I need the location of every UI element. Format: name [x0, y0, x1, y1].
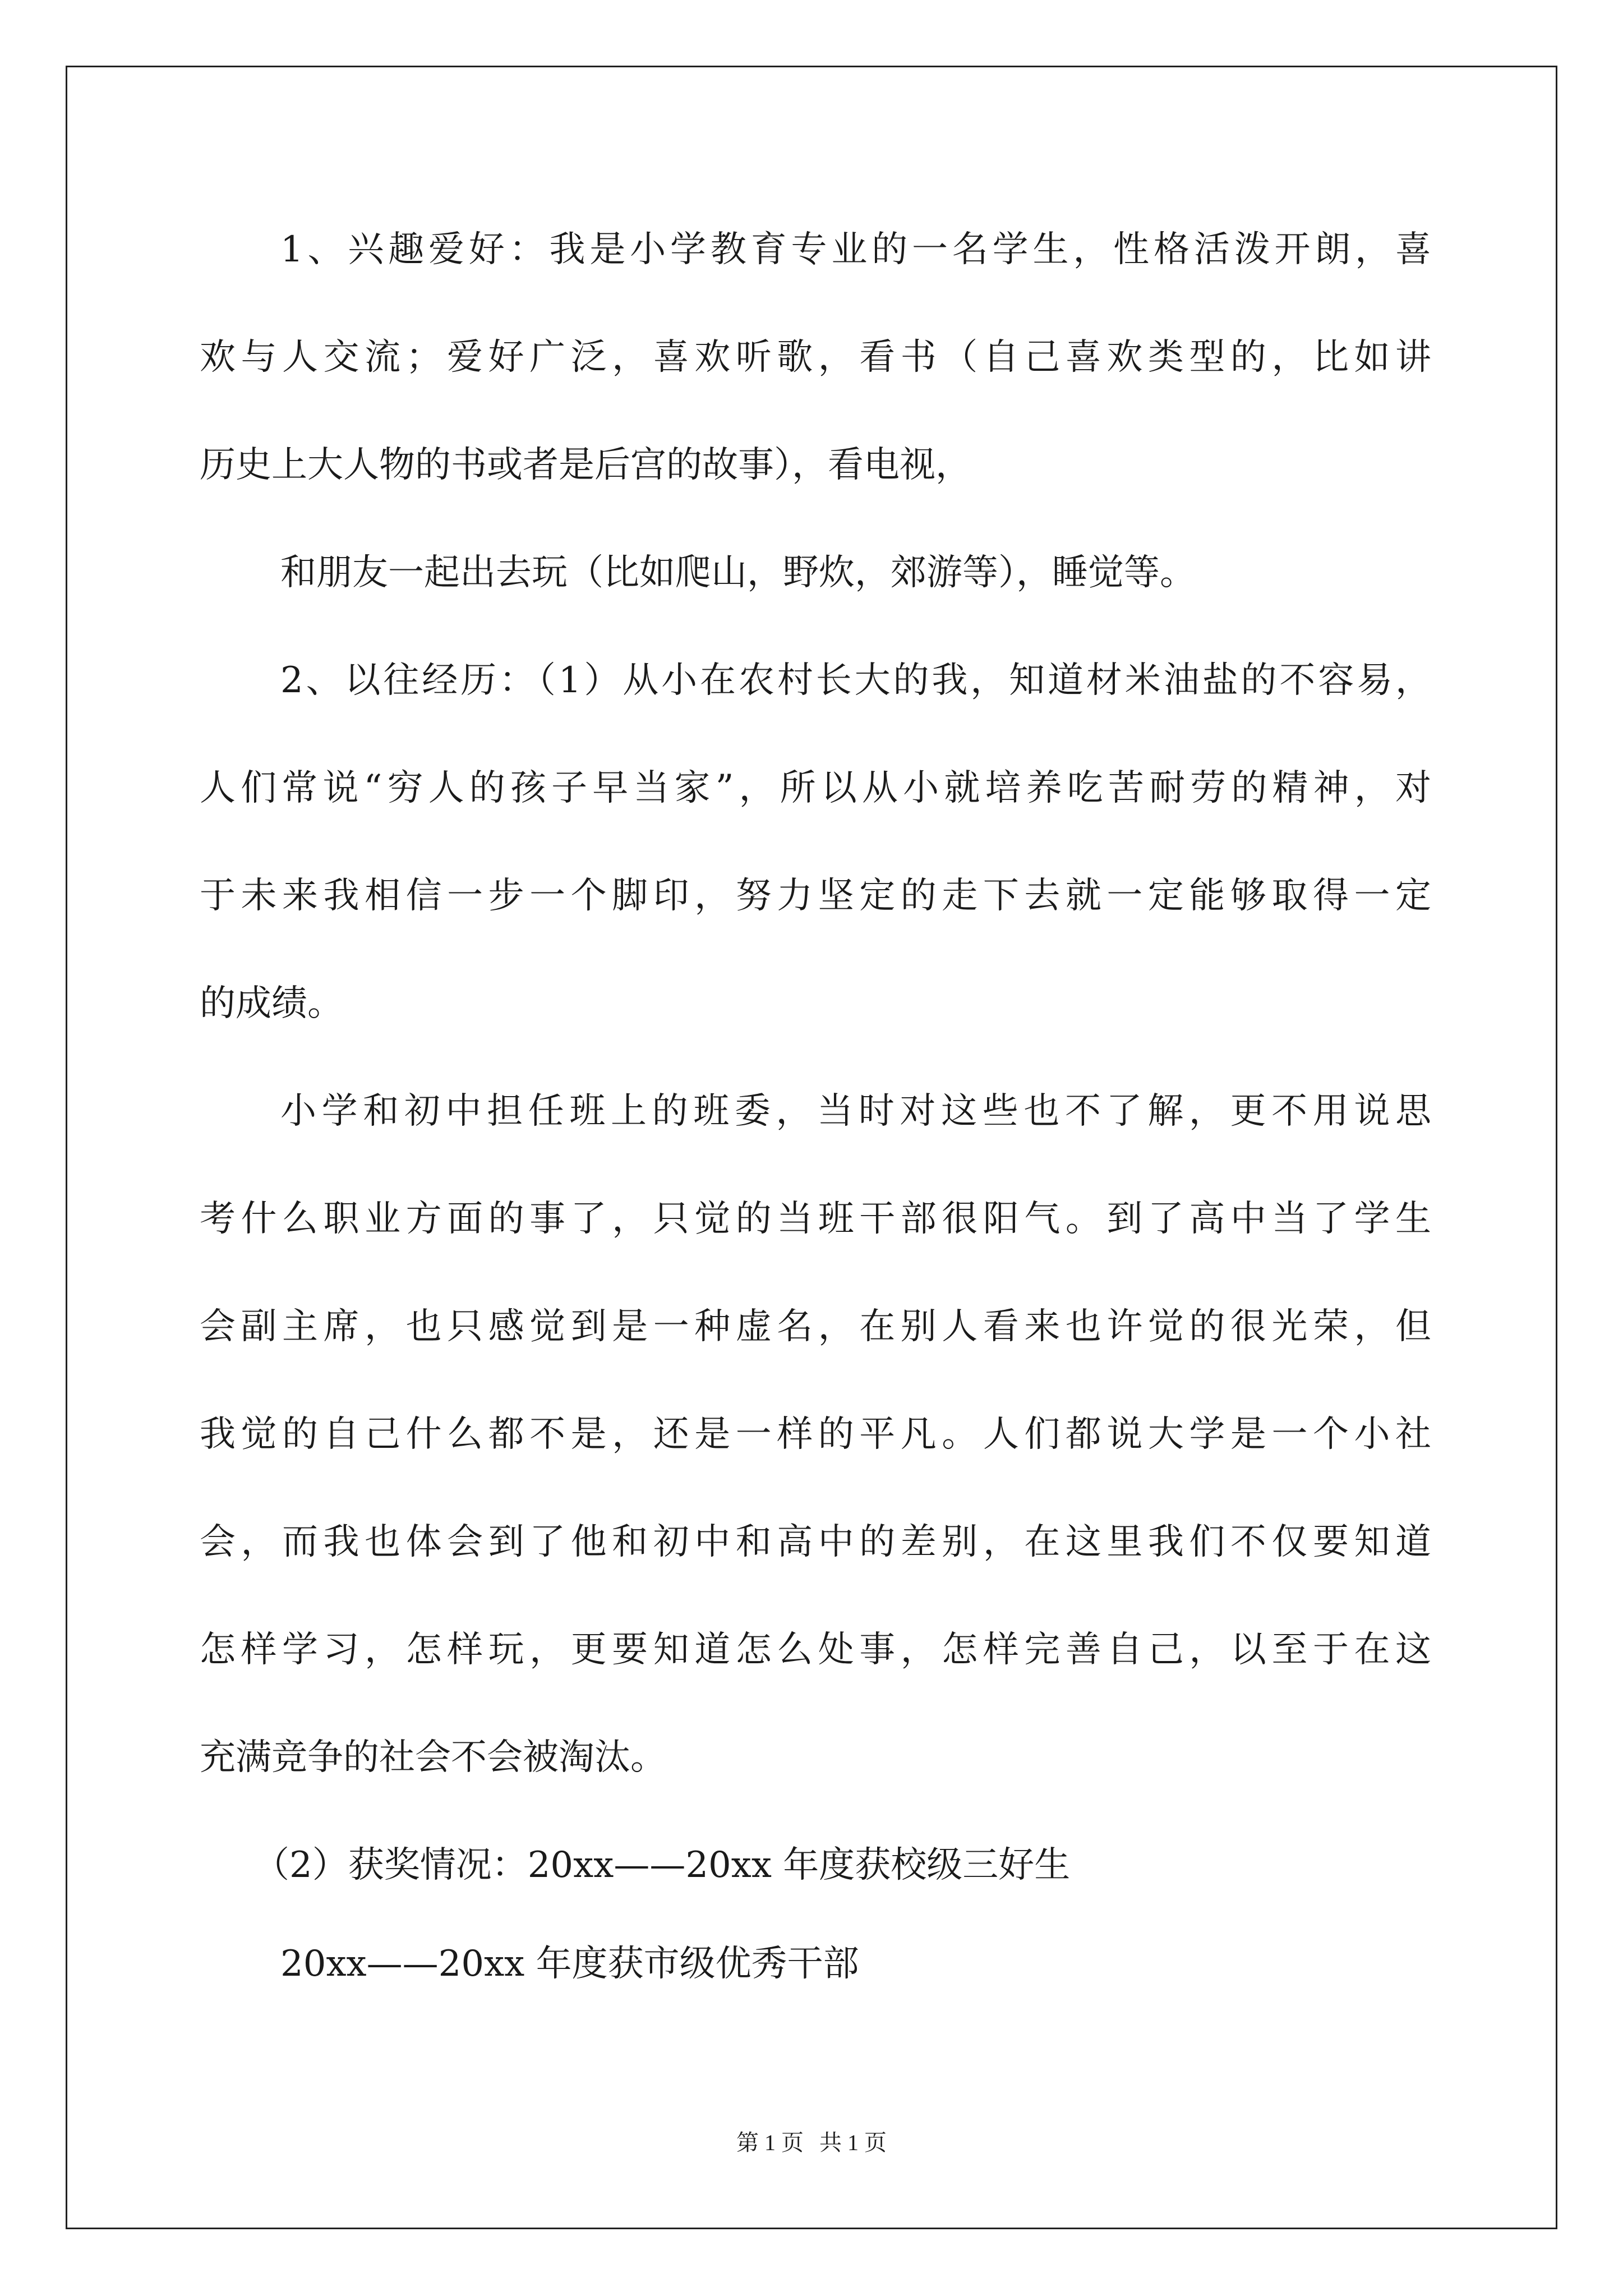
paragraph-line: 欢与人交流；爱好广泛，喜欢听歌，看书（自己喜欢类型的，比如讲 [200, 337, 1431, 378]
paragraph-line: 会，而我也体会到了他和初中和高中的差别，在这里我们不仅要知道 [200, 1521, 1431, 1563]
page-number: 第 1 页 [736, 2130, 804, 2155]
paragraph-line: 会副主席，也只感觉到是一种虚名，在别人看来也许觉的很光荣，但 [200, 1306, 1431, 1347]
page-footer [0, 2132, 1623, 2154]
paragraph-line: 小学和初中担任班上的班委，当时对这些也不了解，更不用说思 [280, 1091, 1431, 1132]
paragraph-line: 历史上大人物的书或者是后宫的故事），看电视， [200, 444, 971, 486]
paragraph-line: 我觉的自己什么都不是，还是一样的平凡。人们都说大学是一个小社 [200, 1414, 1431, 1455]
paragraph-line: 2、以往经历：（1）从小在农村长大的我，知道材米油盐的不容易， [280, 660, 1431, 701]
paragraph-line: 人们常说“穷人的孩子早当家”，所以从小就培养吃苦耐劳的精神，对 [200, 767, 1431, 809]
paragraph-line: 的成绩。 [200, 983, 343, 1024]
awards-line: 20xx——20xx 年度获市级优秀干部 [280, 1943, 859, 1985]
paragraph-line: 1、兴趣爱好：我是小学教育专业的一名学生，性格活泼开朗，喜 [280, 229, 1431, 270]
paragraph-line: 考什么职业方面的事了，只觉的当班干部很阳气。到了高中当了学生 [200, 1198, 1431, 1240]
paragraph-line: 怎样学习，怎样玩，更要知道怎么处事，怎样完善自己，以至于在这 [200, 1629, 1431, 1671]
page-border [66, 66, 1557, 2229]
paragraph-line: 充满竞争的社会不会被淘汰。 [200, 1737, 666, 1778]
awards-line: （2）获奖情况：20xx——20xx 年度获校级三好生 [253, 1844, 1071, 1886]
paragraph-line: 和朋友一起出去玩（比如爬山，野炊，郊游等），睡觉等。 [280, 552, 1196, 593]
page-total: 共 1 页 [819, 2130, 887, 2155]
paragraph-line: 于未来我相信一步一个脚印，努力坚定的走下去就一定能够取得一定 [200, 875, 1431, 917]
